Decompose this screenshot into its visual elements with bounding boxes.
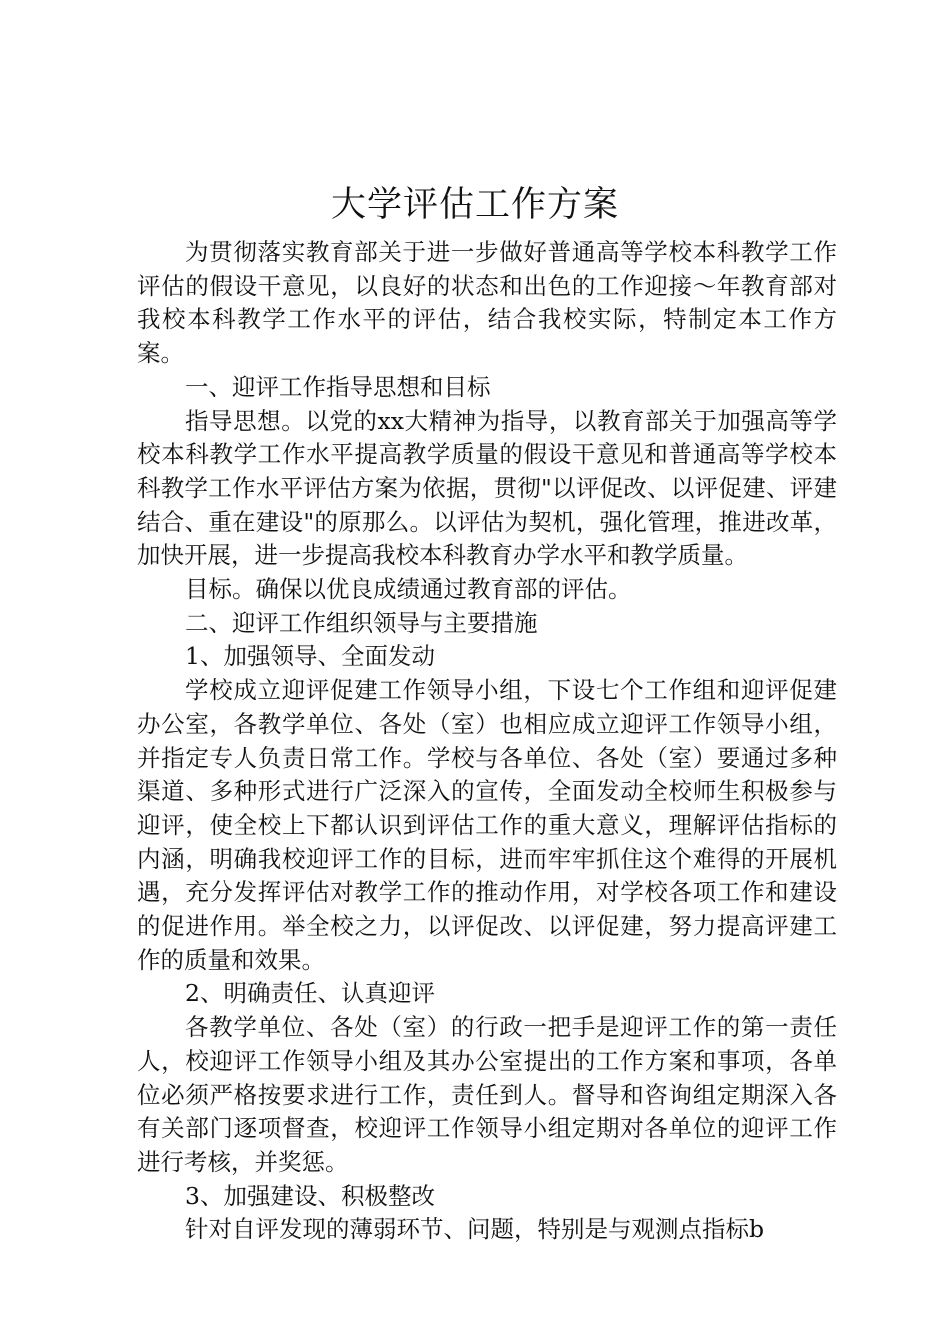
subheading-3: 3、加强建设、积极整改 — [185, 1181, 435, 1210]
subheading-2: 2、明确责任、认真迎评 — [185, 979, 435, 1008]
responsibility-paragraph: 各教学单位、各处（室）的行政一把手是迎评工作的第一责任人，校迎评工作领导小组及其办公室提出的工作方案和事项，各单位必须严格按要求进行工作，责任到人。督导和咨询组定期深入各有关部门逐项督查，校迎评工作领导小组定期对各单位的迎评工作进行考核，并奖惩。 — [137, 1013, 837, 1176]
document-body — [137, 236, 837, 1247]
guiding-thought-paragraph: 指导思想。以党的xx大精神为指导，以教育部关于加强高等学校本科教学工作水平提高教学质量的假设干意见和普通高等学校本科教学工作水平评估方案为依据，贯彻"以评促改、以评促建、评建结合、重在建设"的原那么。以评估为契机，强化管理，推进改革，加快开展，进一步提高我校本科教育办学水平和教学质量。 — [137, 406, 837, 570]
intro-paragraph: 为贯彻落实教育部关于进一步做好普通高等学校本科教学工作评估的假设干意见，以良好的状态和出色的工作迎接～年教育部对我校本科教学工作水平的评估，结合我校实际，特制定本工作方案。 — [137, 238, 837, 368]
goal-paragraph: 目标。确保以优良成绩通过教育部的评估。 — [185, 575, 632, 604]
leadership-paragraph: 学校成立迎评促建工作领导小组，下设七个工作组和迎评促建办公室，各教学单位、各处（室）也相应成立迎评工作领导小组，并指定专人负责日常工作。学校与各单位、各处（室）要通过多种渠道、多种形式进行广泛深入的宣传，全面发动全校师生积极参与迎评，使全校上下都认识到评估工作的重大意义，理解评估指标的内涵，明确我校迎评工作的目标，进而牢牢抓住这个难得的开展机遇，充分发挥评估对教学工作的推动作用，对学校各项工作和建设的促进作用。举全校之力，以评促改、以评促建，努力提高评建工作的质量和效果。 — [137, 676, 837, 974]
section-heading-1: 一、迎评工作指导思想和目标 — [185, 372, 491, 401]
section-heading-2: 二、迎评工作组织领导与主要措施 — [185, 608, 538, 637]
rectification-paragraph: 针对自评发现的薄弱环节、问题，特别是与观测点指标b — [185, 1215, 765, 1244]
subheading-1: 1、加强领导、全面发动 — [185, 642, 435, 671]
document-title: 大学评估工作方案 — [330, 185, 619, 225]
